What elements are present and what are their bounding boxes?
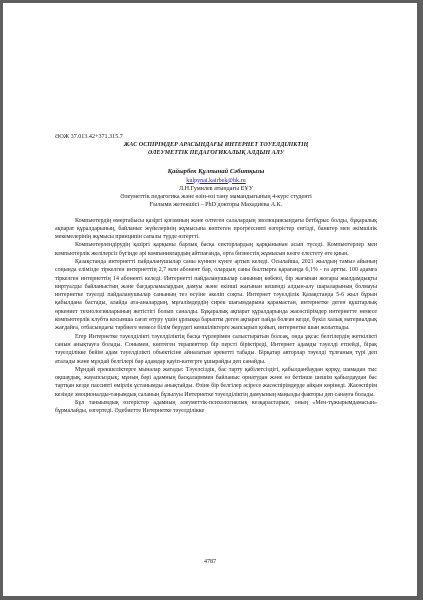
paragraph: Бұл таныымдық өзгерістер адамның әлеуметтік-психологиялық кезқарастарын, оның «Мен-тұжырымдамасын» бұрмалайды, өзгертеді. Әдебиетте Интернетке тәуелділікке: [55, 400, 377, 415]
paragraph: Компьютерлендірудің қазіргі қарқыны барлық басқа секторлардың қарқынынан асып түседі. Компьютерлер мен компьютерлік желілерсіз бүгінде әрі компаниялардың айтпағанда, орта бизнестің жұмысын көзге елестету өте қиын.: [55, 242, 377, 257]
paragraph: Компьютердің өмертабысы қазіргі қоғамның және олтеген салалардың эволюциясындағы бетбұрыс болды, бұқаралық ақпарат құралдарының, байланыс жүйелерінің жұмысына көптеген прогрессивті өзгерістер енгізді, банктер мен әкімшілік мекемелерінің жұмысы принципін сапалы түрде өзгертті.: [55, 217, 377, 241]
university: Л.Н.Гумилев атындағы ЕҰУ: [178, 185, 254, 192]
article-title-line-1: ЖАС ОСПІРІМДЕР АРАСЫНДАҒЫ ИНТЕРНЕТ ТӘУЕЛДІЛІКТІҢ: [123, 142, 309, 148]
paragraph: Егер Интернетке тәуелділікті тәуелділіктің басқа түрлерімен салыстыратын болсақ, онда ұқсас белгілердің жеткілікті санын анықтауға болады. Сонымен, көптеген терапевттер бір персті біріктіреді, Интернет адамды тәуелді етпейді, бірақ тәуелділікке бейім адам тәуелділікті объектісіне айналатын әрекетті табады. Бірқатар авторлар тәуелді тұлғаның түрі деп аталады және мұндай белгілері бар адамдар қауіп-категрге ұшырайды деп санайды.: [55, 333, 377, 365]
author-email-link[interactable]: kulpynai.kairbek@bk.ru: [186, 177, 246, 184]
supervisor-info: Ғылыми жетекшісі – PhD докторы Махадиева А.К.: [149, 201, 283, 208]
faculty-info: Әлеуметтік педагогика және өзін-өзі тану мамандығының 4-курс студенті: [120, 193, 312, 200]
article-title-line-2: ӘЛЕУМЕТТІК ПЕДАГОГИКАЛЫҚ АЛДЫН АЛУ: [147, 150, 285, 156]
paragraph: Мұндай ерекшеліктерге мыналар жатады: Тәуелсіздік, бас тарту қабілетсіздігі, қабылданбаудан қорқу, шамадан тыс оқшаудық, жауапсыздық; мұның бәрі адамның басқаларммен байланыс орнатудан және өз бетінше шешім қабылдаудан бас тартқан кезде пассивті өмірлік ұстанымды анықтайды. Өзіне бір белгілер әсіресе жасөспірімдерде айқын көрінеді. Жасөспірім кезінде эмоционалды-таңымдық саланың бұзылуы Интернетке тәуелділіктің дамуының маңызды факторы деп санауға болады.: [55, 366, 377, 398]
page-number: 4787: [204, 559, 216, 565]
document-page: [3, 3, 417, 596]
paragraph: Қазақстанда интернетті пайдаланушылар саны күннен күнге артып келеді. Осылайша, 2021 жылдың тамыз айының соңында елімізде тіркелген интернеттің 2,7 млн абонент бар, олардың саны былтырға қарағанда 6,1% - ға артты. 100 адамға тіркелген интернеттің 14 абоненті келеді. Интернетті пайдаланушылар санының көбеюі, бір жағынан жоғары жылдамдықты виртуалды байланыстың және бағдарламалардың дамуы және екінші жағынан кешенді алдын-алу шараларының болмауы интернетке тәуелді пайдаланушылар санының тез өсуіне әкеліп соқты. Интернет тәуелділік Қазақстанда 5-6 жыл бұрын қабылдана бастады, алайда ата-аналардың, мұғалімдердің сирек шағымдарына қарамастан, интернетке деген құштарлық өркениет технологияларының жетістігі болып саналды. Бұқаралық ақпарат құралдарында жасөспірімдер интернетте немесе компьютерлік клубта косымша сағат өтуру үшін ұрлыққа барыпты деген ақпарат пайда болған кезде, бүкіл халық материалдық жағдайға, отбасындағы тәрбиеге немесе білім берудегі кемшіліктерге жапсырып қойып, интернетке шын жолатпады.: [55, 258, 377, 332]
author-name: Қайырбек Құлпынай Сәбитқызы: [167, 168, 265, 175]
udc-code: ӘОЖ 37.013.42+371.315.7: [55, 134, 123, 140]
article-text: [55, 217, 377, 416]
article-body: [55, 133, 377, 416]
